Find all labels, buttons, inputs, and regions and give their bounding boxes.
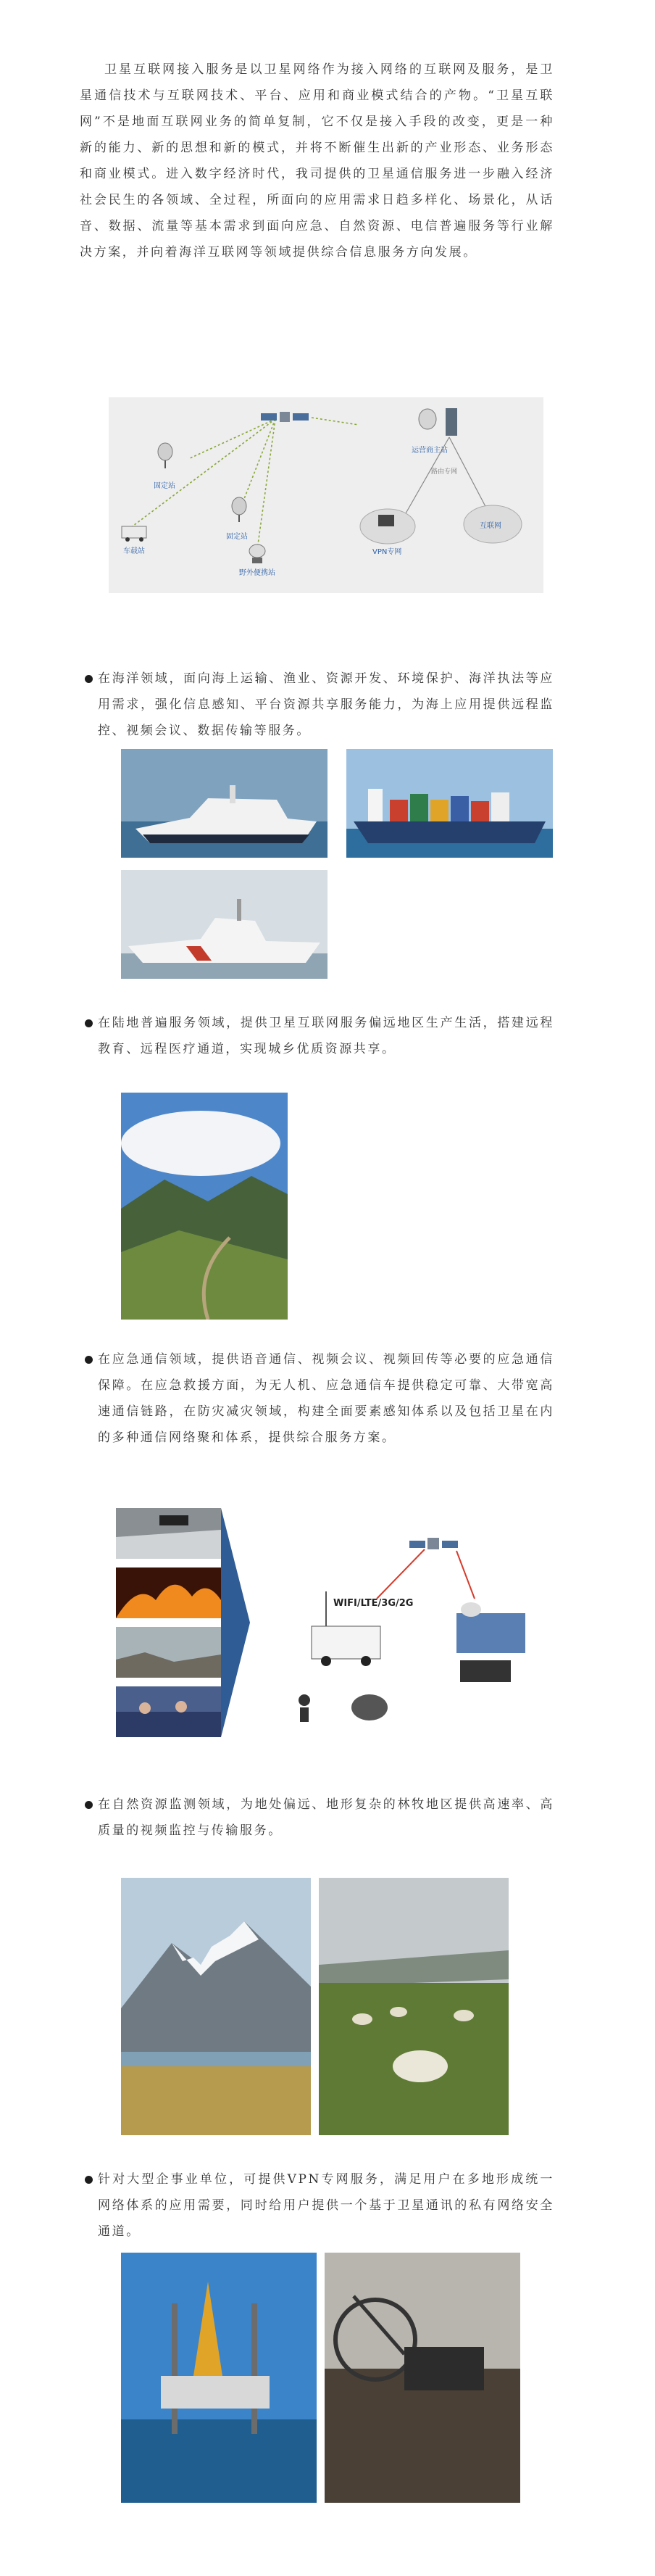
snow-mountain-photo: [121, 1878, 311, 2135]
emergency-network-graphic: [254, 1504, 558, 1740]
section-ocean-text: 在海洋领域，面向海上运输、渔业、资源开发、环境保护、海洋执法等应用需求，强化信息感知、平台资源共享服务能力，为海上应用提供远程监控、视频会议、数据传输等服务。: [98, 671, 554, 738]
intro-text: 卫星互联网接入服务是以卫星网络作为接入网络的互联网及服务，是卫星通信技术与互联网技术、平台、应用和商业模式结合的产物。“卫星互联网”不是地面互联网业务的简单复制，它不仅是接入手段的改变，更是一种新的能力、新的思想和新的模式，并将不断催生出新的产业形态、业务形态和商业模式。进入数字经济时代，我司提供的卫星通信服务进一步融入经济社会民生的各领域、全过程，所面向的应用需求日趋多样化、场景化，从话音、数据、流量等基本需求到面向应急、自然资源、电信普遍服务等行业解决方案，并向着海洋互联网等领域提供综合信息服务方向发展。: [80, 62, 554, 260]
bullet-dot: [85, 2176, 93, 2184]
internet-label: 互联网: [480, 522, 501, 530]
section-emergency-text: 在应急通信领域，提供语音通信、视频会议、视频回传等必要的应急通信保障。在应急救援方面，为无人机、应急通信车提供稳定可靠、大带宽高速通信链路，在防灾减灾领域，构建全面要素感知体系以及包括卫星在内的多种通信网络聚和体系，提供综合服务方案。: [98, 1352, 554, 1445]
vehicle-station-label: 车载站: [123, 547, 145, 555]
bullet-dot: [85, 1801, 93, 1809]
container-ship-photo: [346, 749, 553, 858]
bullet-dot: [85, 1019, 93, 1027]
portable-station-label: 野外便携站: [239, 569, 275, 577]
yacht-photo: [121, 749, 328, 858]
person-icon: [299, 1694, 310, 1722]
sheep-pasture-photo: [319, 1878, 509, 2135]
vehicle-station-icon: [122, 526, 146, 542]
fixed-station-icon: [158, 443, 172, 468]
earthquake-photo: [116, 1627, 221, 1678]
section-resources-text: 在自然资源监测领域，为地处偏远、地形复杂的林牧地区提供高速率、高质量的视频监控与传输服务。: [98, 1797, 554, 1838]
satellite-icon: [261, 412, 309, 422]
mining-excavator-photo: [325, 2253, 520, 2503]
satellite-network-diagram: [109, 397, 543, 593]
portable-dish-icon: [351, 1694, 388, 1720]
section-land-text: 在陆地普遍服务领域，提供卫星互联网服务偏远地区生产生活，搭建远程教育、远程医疗通道，实现城乡优质资源共享。: [98, 1016, 554, 1056]
offshore-rig-photo: [121, 2253, 317, 2503]
mountain-village-photo: [121, 1093, 288, 1320]
vpn-label: VPN专网: [372, 548, 402, 556]
section-vpn-text: 针对大型企事业单位，可提供VPN专网服务，满足用户在多地形成统一网络体系的应用需要，同时给用户提供一个基于卫星通讯的私有网络安全通道。: [98, 2172, 554, 2239]
fixed-station-label-2: 固定站: [226, 533, 248, 541]
crowd-photo: [116, 1686, 221, 1737]
arrow-graphic: [221, 1508, 250, 1737]
bullet-dot: [85, 1356, 93, 1364]
fixed-station-icon-2: [232, 497, 246, 522]
vpn-cloud-icon: [360, 509, 415, 544]
flood-photo: [116, 1508, 221, 1559]
fixed-station-label-1: 固定站: [154, 482, 175, 490]
intro-paragraph: [80, 57, 554, 265]
operator-gateway-label: 运营商主站: [412, 447, 448, 455]
gateway-antenna-icon: [419, 408, 457, 436]
link-label: 路由专网: [431, 468, 458, 476]
bullet-dot: [85, 675, 93, 683]
network-label: WIFI/LTE/3G/2G: [333, 1598, 414, 1609]
network-diagram-svg: [109, 397, 543, 593]
fire-photo: [116, 1567, 221, 1618]
portable-station-icon: [249, 544, 265, 563]
patrol-ship-photo: [121, 870, 328, 979]
